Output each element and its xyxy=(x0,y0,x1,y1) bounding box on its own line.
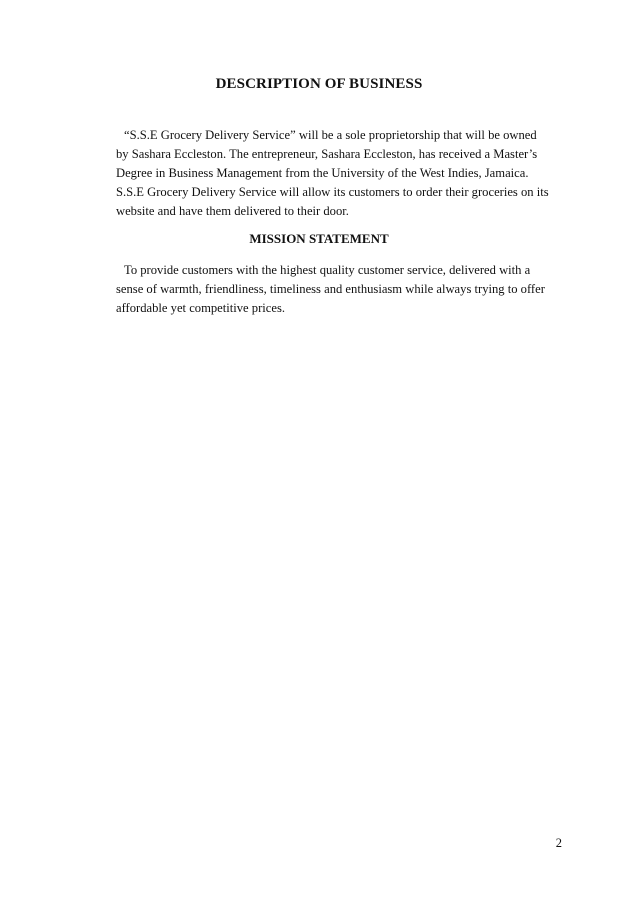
section-heading-description: DESCRIPTION OF BUSINESS xyxy=(215,76,423,92)
paragraph-line: sense of warmth, friendliness, timeliness and enthusiasm while always trying to offer xyxy=(116,282,545,296)
paragraph-line: website and have them delivered to their door. xyxy=(116,204,349,218)
paragraph-line: Degree in Business Management from the University of the West Indies, Jamaica. xyxy=(116,166,529,180)
mission-paragraph xyxy=(116,261,556,318)
section-heading-mission: MISSION STATEMENT xyxy=(249,231,389,246)
paragraph-line: S.S.E Grocery Delivery Service will allow its customers to order their groceries on its xyxy=(116,185,549,199)
paragraph-line: by Sashara Eccleston. The entrepreneur, Sashara Eccleston, has received a Master’s xyxy=(116,147,538,161)
paragraph-line: “S.S.E Grocery Delivery Service” will be a sole proprietorship that will be owned xyxy=(124,128,537,142)
description-paragraph xyxy=(116,126,556,221)
paragraph-line: affordable yet competitive prices. xyxy=(116,301,286,315)
paragraph-line: To provide customers with the highest quality customer service, delivered with a xyxy=(124,263,531,277)
page-number: 2 xyxy=(555,836,562,850)
